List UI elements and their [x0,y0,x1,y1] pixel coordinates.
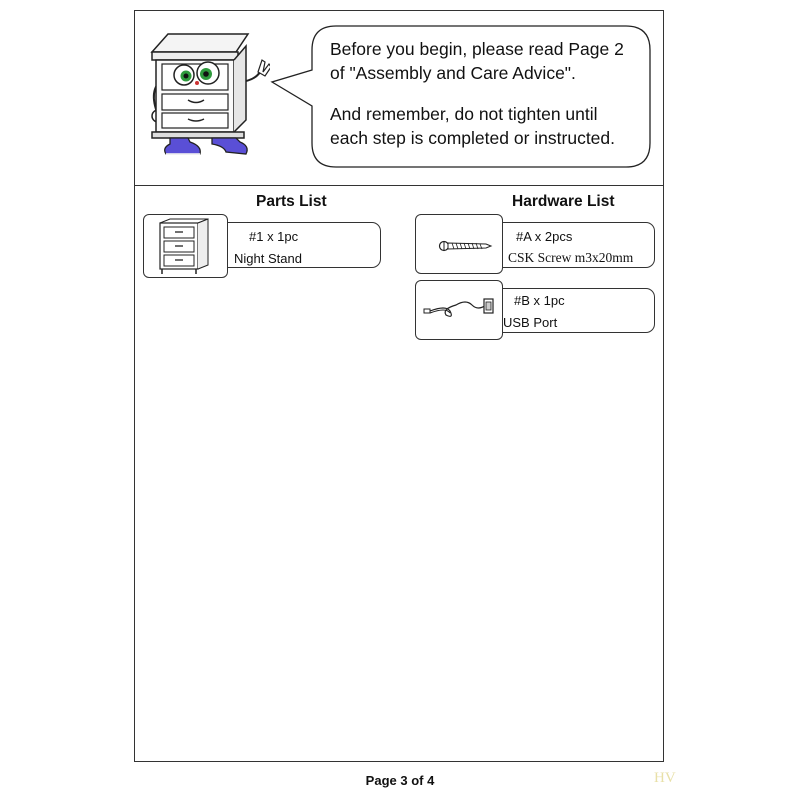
intro-notice [330,38,650,150]
part-image-frame [143,214,228,278]
page-number: Page 3 of 4 [365,773,435,788]
nightstand-icon [144,215,227,277]
intro-line-4: each step is completed or instructed. [330,127,616,148]
intro-line-1: Before you begin, please read Page 2 [330,39,624,59]
part-quantity: #1 x 1pc [249,229,299,244]
hardware-a-name: CSK Screw m3x20mm [508,250,634,265]
hardware-image-frame-b [415,280,503,340]
nightstand-mascot-icon [140,20,270,170]
hardware-b-quantity: #B x 1pc [514,293,565,308]
part-name: Night Stand [234,251,302,266]
hardware-list-heading: Hardware List [512,193,615,210]
usb-port-icon [416,281,502,339]
parts-list-heading: Parts List [256,193,327,210]
hardware-a-quantity: #A x 2pcs [516,229,573,244]
section-divider [134,185,664,186]
watermark: HV [654,770,676,786]
screw-icon [416,215,502,273]
intro-line-3: And remember, do not tighten until [330,104,598,124]
hardware-b-name: USB Port [503,315,558,330]
hardware-image-frame-a [415,214,503,274]
intro-line-2: of "Assembly and Care Advice". [330,62,576,83]
